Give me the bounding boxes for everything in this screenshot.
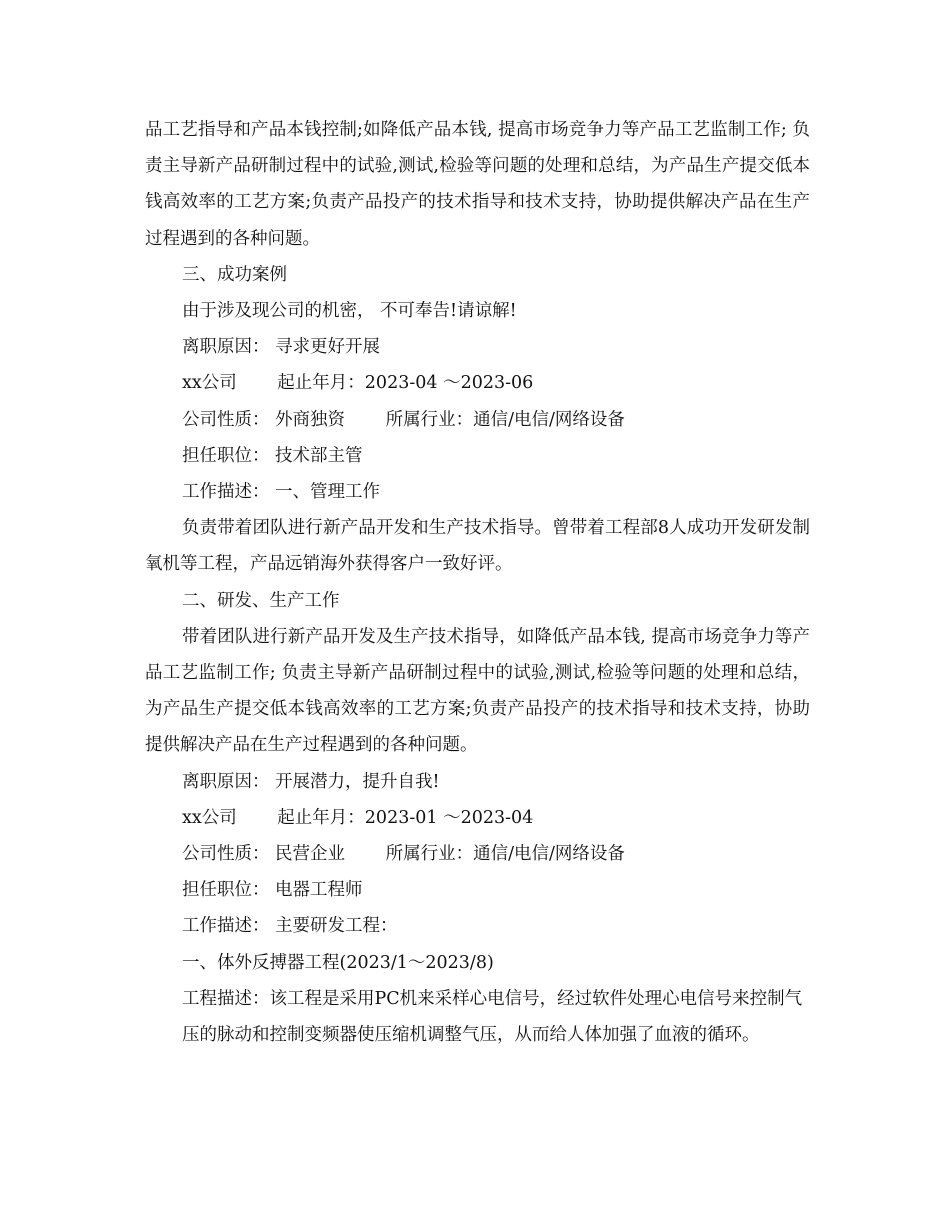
paragraph-rd-production: 带着团队进行新产品开发及生产技术指导，如降低产品本钱, 提高市场竞争力等产品工艺监制工作; 负责主导新产品研制过程中的试验,测试,检验等问题的处理和总结，为产品生产提交低本钱高效率的工艺方案;负责产品投产的技术指导和技术支持，协助提供解决产品在生产过程遇到的各种问题。 xyxy=(145,626,810,756)
leave-reason-2: 离职原因： 开展潜力，提升自我! xyxy=(182,771,440,792)
document-page xyxy=(145,112,810,1053)
position-1: 担任职位： 技术部主管 xyxy=(182,445,363,466)
paragraph-management-work: 负责带着团队进行新产品开发和生产技术指导。曾带着工程部8人成功开发研发制氧机等工程，产品远销海外获得客户一致好评。 xyxy=(145,518,810,575)
company-nature-1: 公司性质： 外商独资 所属行业：通信/电信/网络设备 xyxy=(182,409,625,430)
company-period-2: xx公司 起止年月：2023-01 ～2023-04 xyxy=(182,807,534,828)
paragraph-1: 品工艺指导和产品本钱控制;如降低产品本钱, 提高市场竞争力等产品工艺监制工作; 负责主导新产品研制过程中的试验,测试,检验等问题的处理和总结，为产品生产提交低本钱高效率的工艺方案;负责产品投产的技术指导和技术支持，协助提供解决产品在生产过程遇到的各种问题。 xyxy=(145,120,810,249)
company-period-1: xx公司 起止年月：2023-04 ～2023-06 xyxy=(182,373,534,394)
project-heading-1: 一、体外反搏器工程(2023/1～2023/8) xyxy=(182,952,494,973)
leave-reason-1: 离职原因： 寻求更好开展 xyxy=(182,337,381,358)
company-nature-2: 公司性质： 民营企业 所属行业：通信/电信/网络设备 xyxy=(182,844,625,865)
section-heading-rd-production: 二、研发、生产工作 xyxy=(182,590,340,611)
section-heading-success-cases: 三、成功案例 xyxy=(182,264,287,285)
project-description-continued: 压的脉动和控制变频器使压缩机调整气压，从而给人体加强了血液的循环。 xyxy=(182,1025,760,1046)
position-2: 担任职位： 电器工程师 xyxy=(182,880,363,901)
job-description-2: 工作描述： 主要研发工程： xyxy=(182,916,398,937)
job-description-1: 工作描述： 一、管理工作 xyxy=(182,482,381,503)
paragraph-confidential: 由于涉及现公司的机密， 不可奉告!请谅解! xyxy=(182,301,517,322)
project-description-1: 工程描述：该工程是采用PC机来采样心电信号，经过软件处理心电信号来控制气 xyxy=(182,988,803,1009)
